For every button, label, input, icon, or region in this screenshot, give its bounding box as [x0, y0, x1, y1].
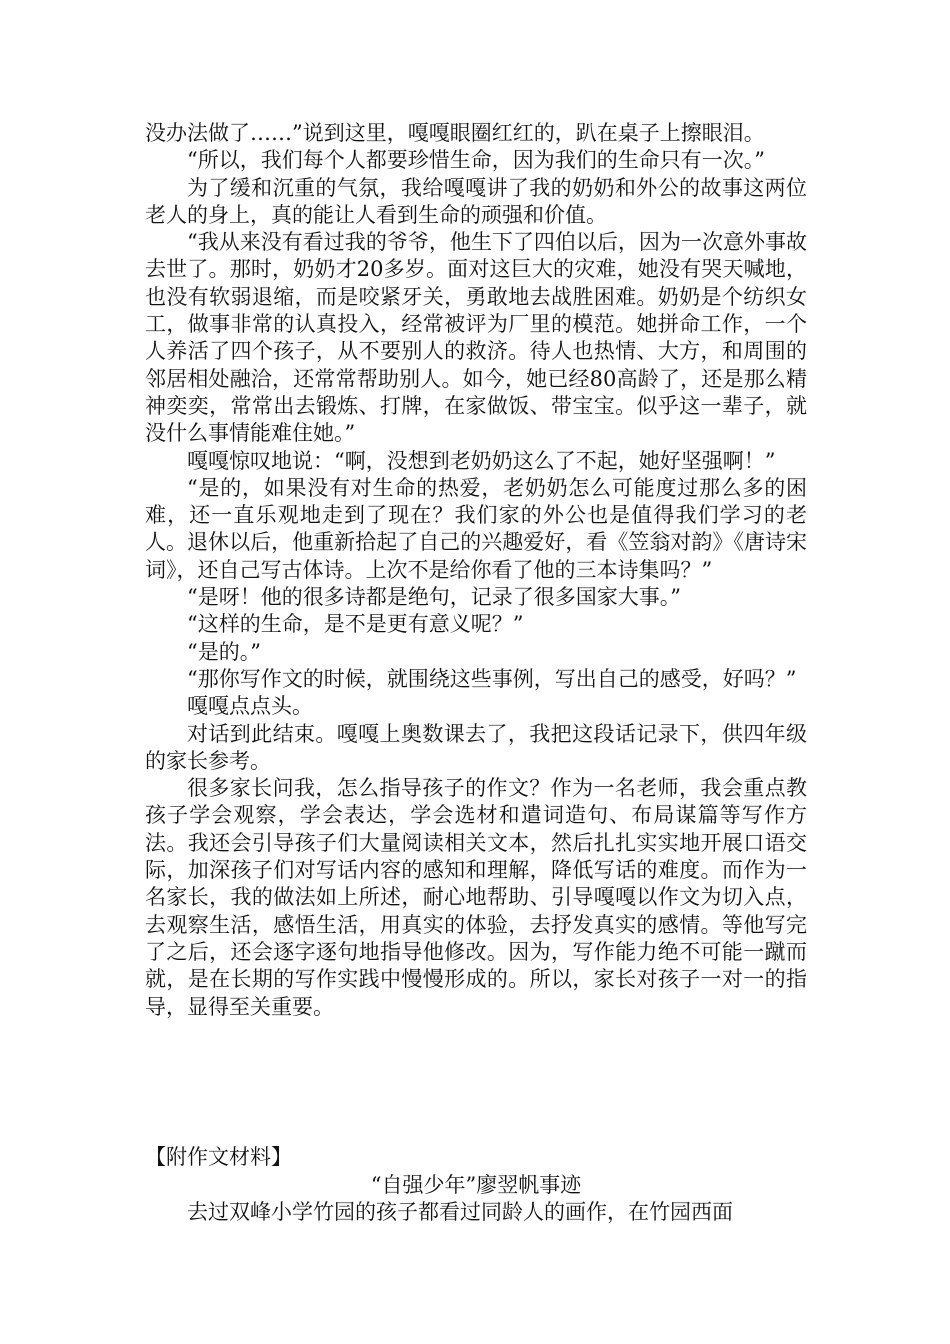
paragraph: 很多家长问我，怎么指导孩子的作文？作为一名老师，我会重点教孩子学会观察，学会表达，学会选材和遣词造句、布局谋篇等写作方法。我还会引导孩子们大量阅读相关文本，然后扎扎实实地开展口语交际，加深孩子们对写话内容的感知和理解，降低写话的难度。而作为一名家长，我的做法如上所述，耐心地帮助、引导嘎嘎以作文为切入点，去观察生活，感悟生活，用真实的体验，去抒发真实的感情。等他写完了之后，还会逐字逐句地指导他修改。因为，写作能力绝不可能一蹴而就，是在长期的写作实践中慢慢形成的。所以，家长对孩子一对一的指导，显得至关重要。 [145, 776, 807, 1019]
paragraph: “是呀！他的很多诗都是绝句，记录了很多国家大事。” [187, 585, 681, 610]
paragraph: 没办法做了……”说到这里，嘎嘎眼圈红红的，趴在桌子上擦眼泪。 [145, 121, 765, 145]
appendix-section [145, 1144, 807, 1227]
appendix-title: “自强少年”廖翌帆事迹 [370, 1172, 582, 1197]
paragraph: 嘎嘎惊叹地说：“啊，没想到老奶奶这么了不起，她好坚强啊！” [187, 448, 776, 473]
paragraph: “是的。” [187, 639, 261, 664]
paragraph: “是的，如果没有对生命的热爱，老奶奶怎么可能度过那么多的困难，还一直乐观地走到了现在？我们家的外公也是值得我们学习的老人。退休以后，他重新拾起了自己的兴趣爱好，看《笠翁对韵》《唐诗宋词》，还自己写古体诗。上次不是给你看了他的三本诗集吗？” [145, 475, 807, 582]
paragraph: “所以，我们每个人都要珍惜生命，因为我们的生命只有一次。” [187, 148, 765, 173]
paragraph: 为了缓和沉重的气氛，我给嘎嘎讲了我的奶奶和外公的故事这两位老人的身上，真的能让人看到生命的顽强和价值。 [145, 175, 807, 227]
appendix-body: 去过双峰小学竹园的孩子都看过同龄人的画作，在竹园西面 [187, 1200, 733, 1224]
paragraph: “那你写作文的时候，就围绕这些事例，写出自己的感受，好吗？” [187, 666, 797, 691]
paragraph: 嘎嘎点点头。 [187, 694, 313, 719]
appendix-heading: 【附作文材料】 [145, 1145, 292, 1169]
paragraph: “这样的生命，是不是更有意义呢？” [187, 612, 524, 637]
article-body [145, 120, 807, 1021]
paragraph: “我从来没有看过我的爷爷，他生下了四伯以后，因为一次意外事故去世了。那时，奶奶才20多岁。面对这巨大的灾难，她没有哭天喊地，也没有软弱退缩，而是咬紧牙关，勇敢地去战胜困难。奶奶是个纺织女工，做事非常的认真投入，经常被评为厂里的模范。她拼命工作，一个人养活了四个孩子，从不要别人的救济。待人也热情、大方，和周围的邻居相处融洽，还常常帮助别人。如今，她已经80高龄了，还是那么精神奕奕，常常出去锻炼、打牌，在家做饭、带宝宝。似乎这一辈子，就没什么事情能难住她。” [145, 230, 807, 446]
paragraph: 对话到此结束。嘎嘎上奥数课去了，我把这段话记录下，供四年级的家长参考。 [145, 721, 807, 773]
